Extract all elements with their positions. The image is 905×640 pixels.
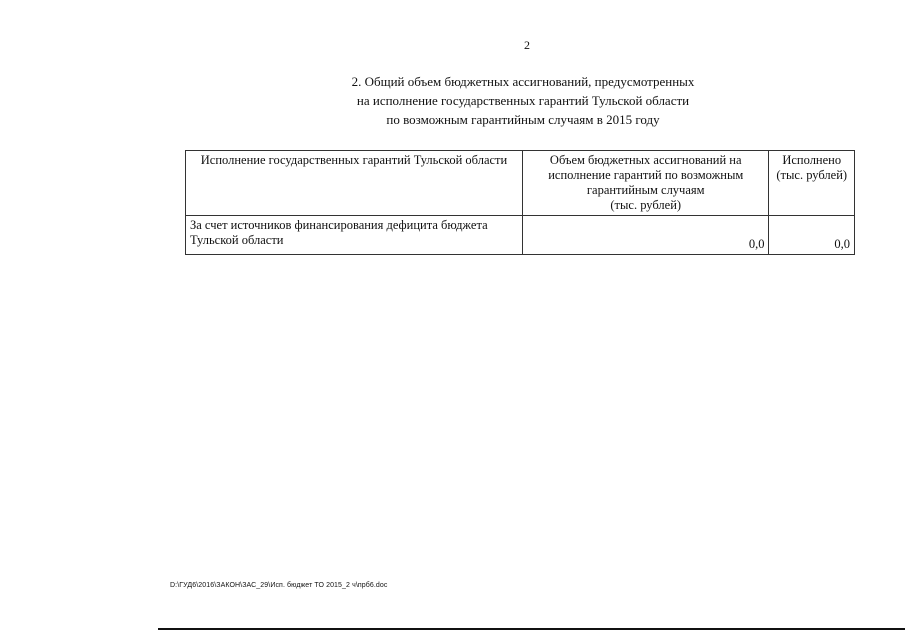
- header-volume-line: исполнение гарантий по возможным: [548, 168, 744, 182]
- row-source-line: Тульской области: [190, 233, 284, 247]
- header-done: [769, 151, 855, 216]
- table-row: [186, 216, 855, 255]
- header-volume-line: (тыс. рублей): [610, 198, 682, 212]
- row-source: [186, 216, 523, 255]
- header-done-line: Исполнено: [782, 153, 842, 167]
- page-number: 2: [524, 38, 530, 52]
- row-source-line: За счет источников финансирования дефицита бюджета: [190, 218, 488, 232]
- row-done-value: 0,0: [769, 216, 855, 255]
- table-header-row: [186, 151, 855, 216]
- footer-divider: [158, 628, 905, 630]
- heading-line-1: 2. Общий объем бюджетных ассигнований, предусмотренных: [351, 74, 695, 89]
- footer-file-path: D:\ГУД6\2016\ЗАКОН\ЗАС_29\Исп. бюджет ТО 2015_2 ч\прб6.doc: [170, 582, 388, 589]
- header-volume-line: Объем бюджетных ассигнований на: [549, 153, 742, 167]
- header-volume-line: гарантийным случаям: [586, 183, 705, 197]
- heading-line-2: на исполнение государственных гарантий Тульской области: [356, 93, 690, 108]
- header-execution: Исполнение государственных гарантий Тульской области: [186, 151, 523, 216]
- section-heading: [300, 72, 746, 129]
- guarantees-table: [185, 150, 855, 255]
- heading-line-3: по возможным гарантийным случаям в 2015 году: [386, 112, 660, 127]
- header-done-line: (тыс. рублей): [776, 168, 848, 182]
- header-volume: [523, 151, 769, 216]
- row-volume-value: 0,0: [523, 216, 769, 255]
